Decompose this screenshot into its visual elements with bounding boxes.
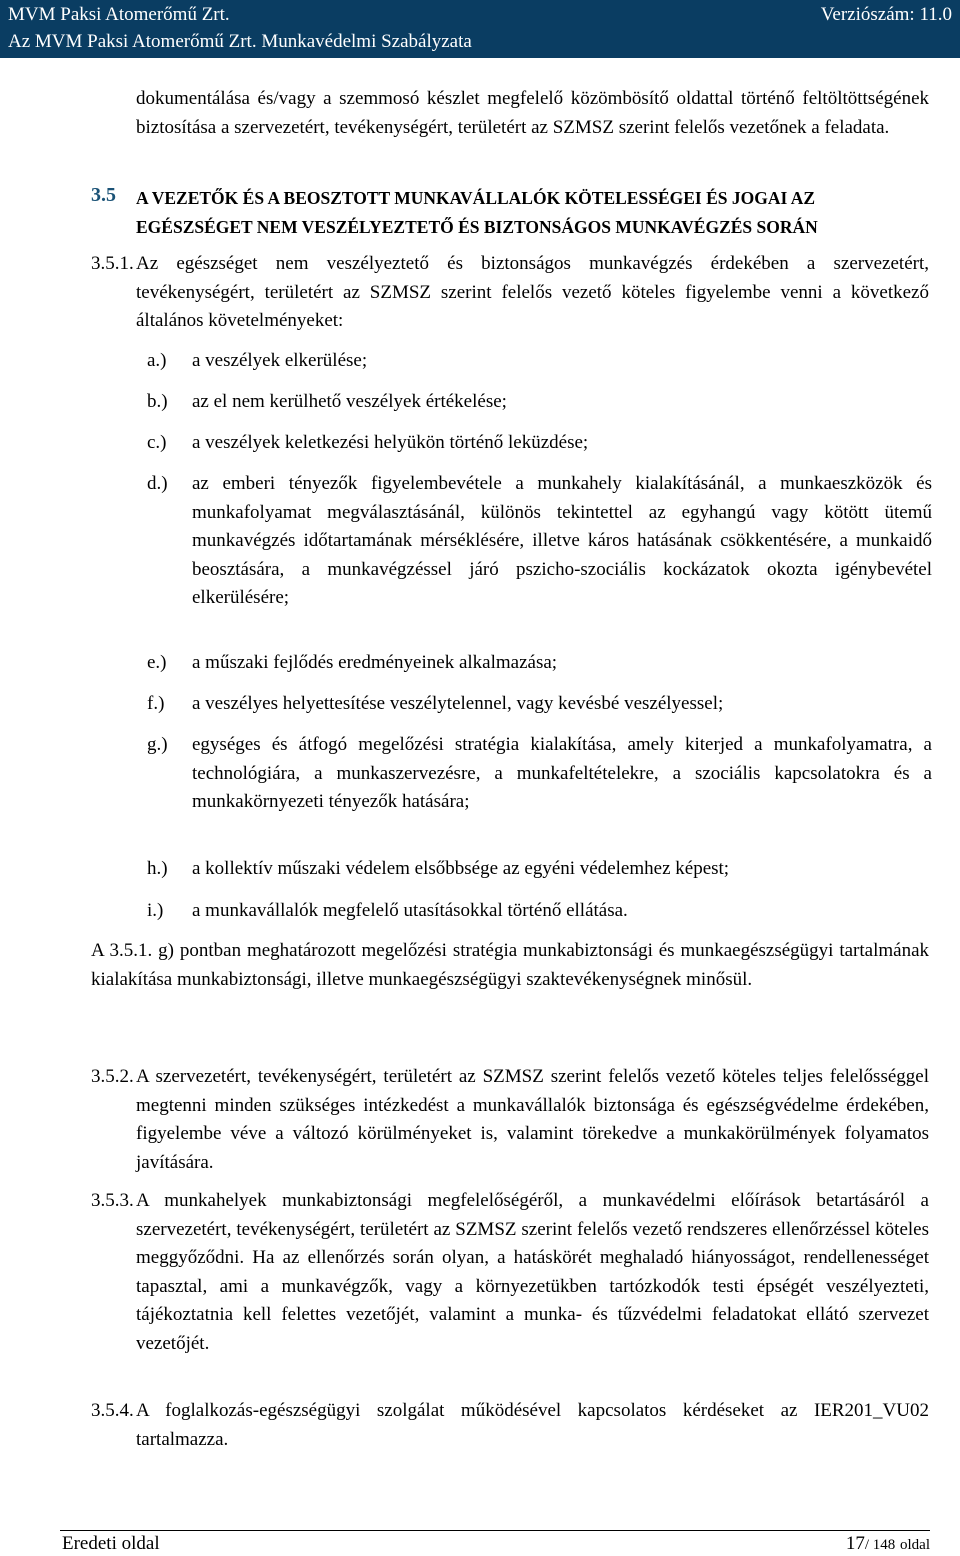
list-item-text: egységes és átfogó megelőzési stratégia kialakítása, amely kiterjed a munkafolyamatra, a technológiára, a munkaszervezésre, a munkafeltételekre, a szociális kapcsolatokra és a munkakörnyezeti tényezők hatására; bbox=[192, 734, 932, 812]
list-item-text: a műszaki fejlődés eredményeinek alkalmazása; bbox=[192, 652, 558, 673]
company-name: MVM Paksi Atomerőmű Zrt. bbox=[8, 4, 230, 25]
page-number: 17 bbox=[845, 1533, 865, 1554]
p354-text: A foglalkozás-egészségügyi szolgálat működésével kapcsolatos kérdéseket az IER201_VU02 tartalmazza. bbox=[136, 1400, 929, 1450]
p353-text: A munkahelyek munkabiztonsági megfelelőségéről, a munkavédelmi előírások betartásáról a szervezetért, tevékenységért, területért az SZMSZ szerint felelős vezető rendszeres ellenőrzéssel köteles meggyőződni. Ha az ellenőrzés során olyan, a hatáskörét meghaladó hiányosságot, rendellenességet tapasztal, ami a munkavégzők, vagy a környezetükben tartózkodók testi épségét veszélyezteti, tájékoztatnia kell felettes vezetőjét, valamint a munka- és tűzvédelmi feladatokat ellátó szervezet vezetőjét. bbox=[136, 1190, 929, 1354]
list-item-text: az emberi tényezők figyelembevétele a munkahely kialakításánál, a munkaeszközök és munkafolyamat megválasztásánál, különös tekintettel az egyhangú vagy kötött ütemű munkavégzés időtartamának mérséklésére, illetve káros hatásának csökkentésére, a munkaidő beosztására, a munkavégzéssel járó pszicho-szociális kockázatok okozta igénybevétel elkerülésére; bbox=[192, 473, 932, 608]
section-title: A VEZETŐK ÉS A BEOSZTOTT MUNKAVÁLLALÓK KÖTELESSÉGEI ÉS JOGAI AZ EGÉSZSÉGET NEM VESZÉLYEZTETŐ ÉS BIZTONSÁGOS MUNKAVÉGZÉS SORÁN bbox=[136, 188, 818, 237]
document-title: Az MVM Paksi Atomerőmű Zrt. Munkavédelmi Szabályzata bbox=[8, 31, 472, 52]
p351-number: 3.5.1. bbox=[91, 253, 134, 274]
list-item-text: a veszélyek elkerülése; bbox=[192, 350, 368, 371]
page-header bbox=[0, 0, 960, 58]
p351-text: Az egészséget nem veszélyeztető és biztonságos munkavégzés érdekében a szervezetért, tevékenységért, területért az SZMSZ szerint felelős vezető köteles figyelembe venni a következő általános követelményeket: bbox=[136, 253, 929, 331]
version-number: Verziószám: 11.0 bbox=[820, 4, 952, 25]
list-item-label: a.) bbox=[147, 350, 167, 371]
list-item-label: f.) bbox=[147, 693, 165, 714]
list-item-label: g.) bbox=[147, 734, 168, 755]
p351-note: A 3.5.1. g) pontban meghatározott megelőzési stratégia munkabiztonsági és munkaegészségügyi tartalmának kialakítása munkabiztonsági, illetve munkaegészségügyi szaktevékenységnek minősül. bbox=[91, 940, 929, 990]
list-item-label: c.) bbox=[147, 432, 167, 453]
list-item-text: az el nem kerülhető veszélyek értékelése; bbox=[192, 391, 507, 412]
section-number: 3.5 bbox=[91, 184, 116, 206]
list-item-label: d.) bbox=[147, 473, 168, 494]
p352-text: A szervezetért, tevékenységért, területért az SZMSZ szerint felelős vezető köteles teljes felelősséggel megtenni minden szükséges intézkedést a munkavállalók biztonsága és egészségvédelme érdekében, figyelembe véve a változó körülményeket is, valamint törekedve a munkakörülmények folyamatos javítására. bbox=[136, 1066, 929, 1173]
header-line-1 bbox=[8, 2, 952, 28]
list-item-label: e.) bbox=[147, 652, 167, 673]
footer-original-page: Eredeti oldal bbox=[62, 1533, 160, 1554]
intro-paragraph: dokumentálása és/vagy a szemmosó készlet megfelelő közömbösítő oldattal történő feltöltöttségének biztosítása a szervezetért, tevékenységért, területért az SZMSZ szerint felelős vezetőnek a feladata. bbox=[136, 88, 929, 138]
page-suffix: oldal bbox=[900, 1537, 930, 1553]
p352-number: 3.5.2. bbox=[91, 1066, 134, 1087]
p354-number: 3.5.4. bbox=[91, 1400, 134, 1421]
list-item-label: b.) bbox=[147, 391, 168, 412]
page-total: / 148 bbox=[864, 1537, 896, 1553]
list-item-text: a veszélyes helyettesítése veszélytelennel, vagy kevésbé veszélyessel; bbox=[192, 693, 724, 714]
list-item-label: i.) bbox=[147, 900, 164, 921]
list-item-text: a kollektív műszaki védelem elsőbbsége az egyéni védelemhez képest; bbox=[192, 858, 730, 879]
list-item-text: a munkavállalók megfelelő utasításokkal történő ellátása. bbox=[192, 900, 628, 921]
footer-divider bbox=[60, 1530, 930, 1531]
list-item-label: h.) bbox=[147, 858, 168, 879]
p353-number: 3.5.3. bbox=[91, 1190, 134, 1211]
list-item-text: a veszélyek keletkezési helyükön történő leküzdése; bbox=[192, 432, 589, 453]
page-counter bbox=[846, 1533, 930, 1555]
